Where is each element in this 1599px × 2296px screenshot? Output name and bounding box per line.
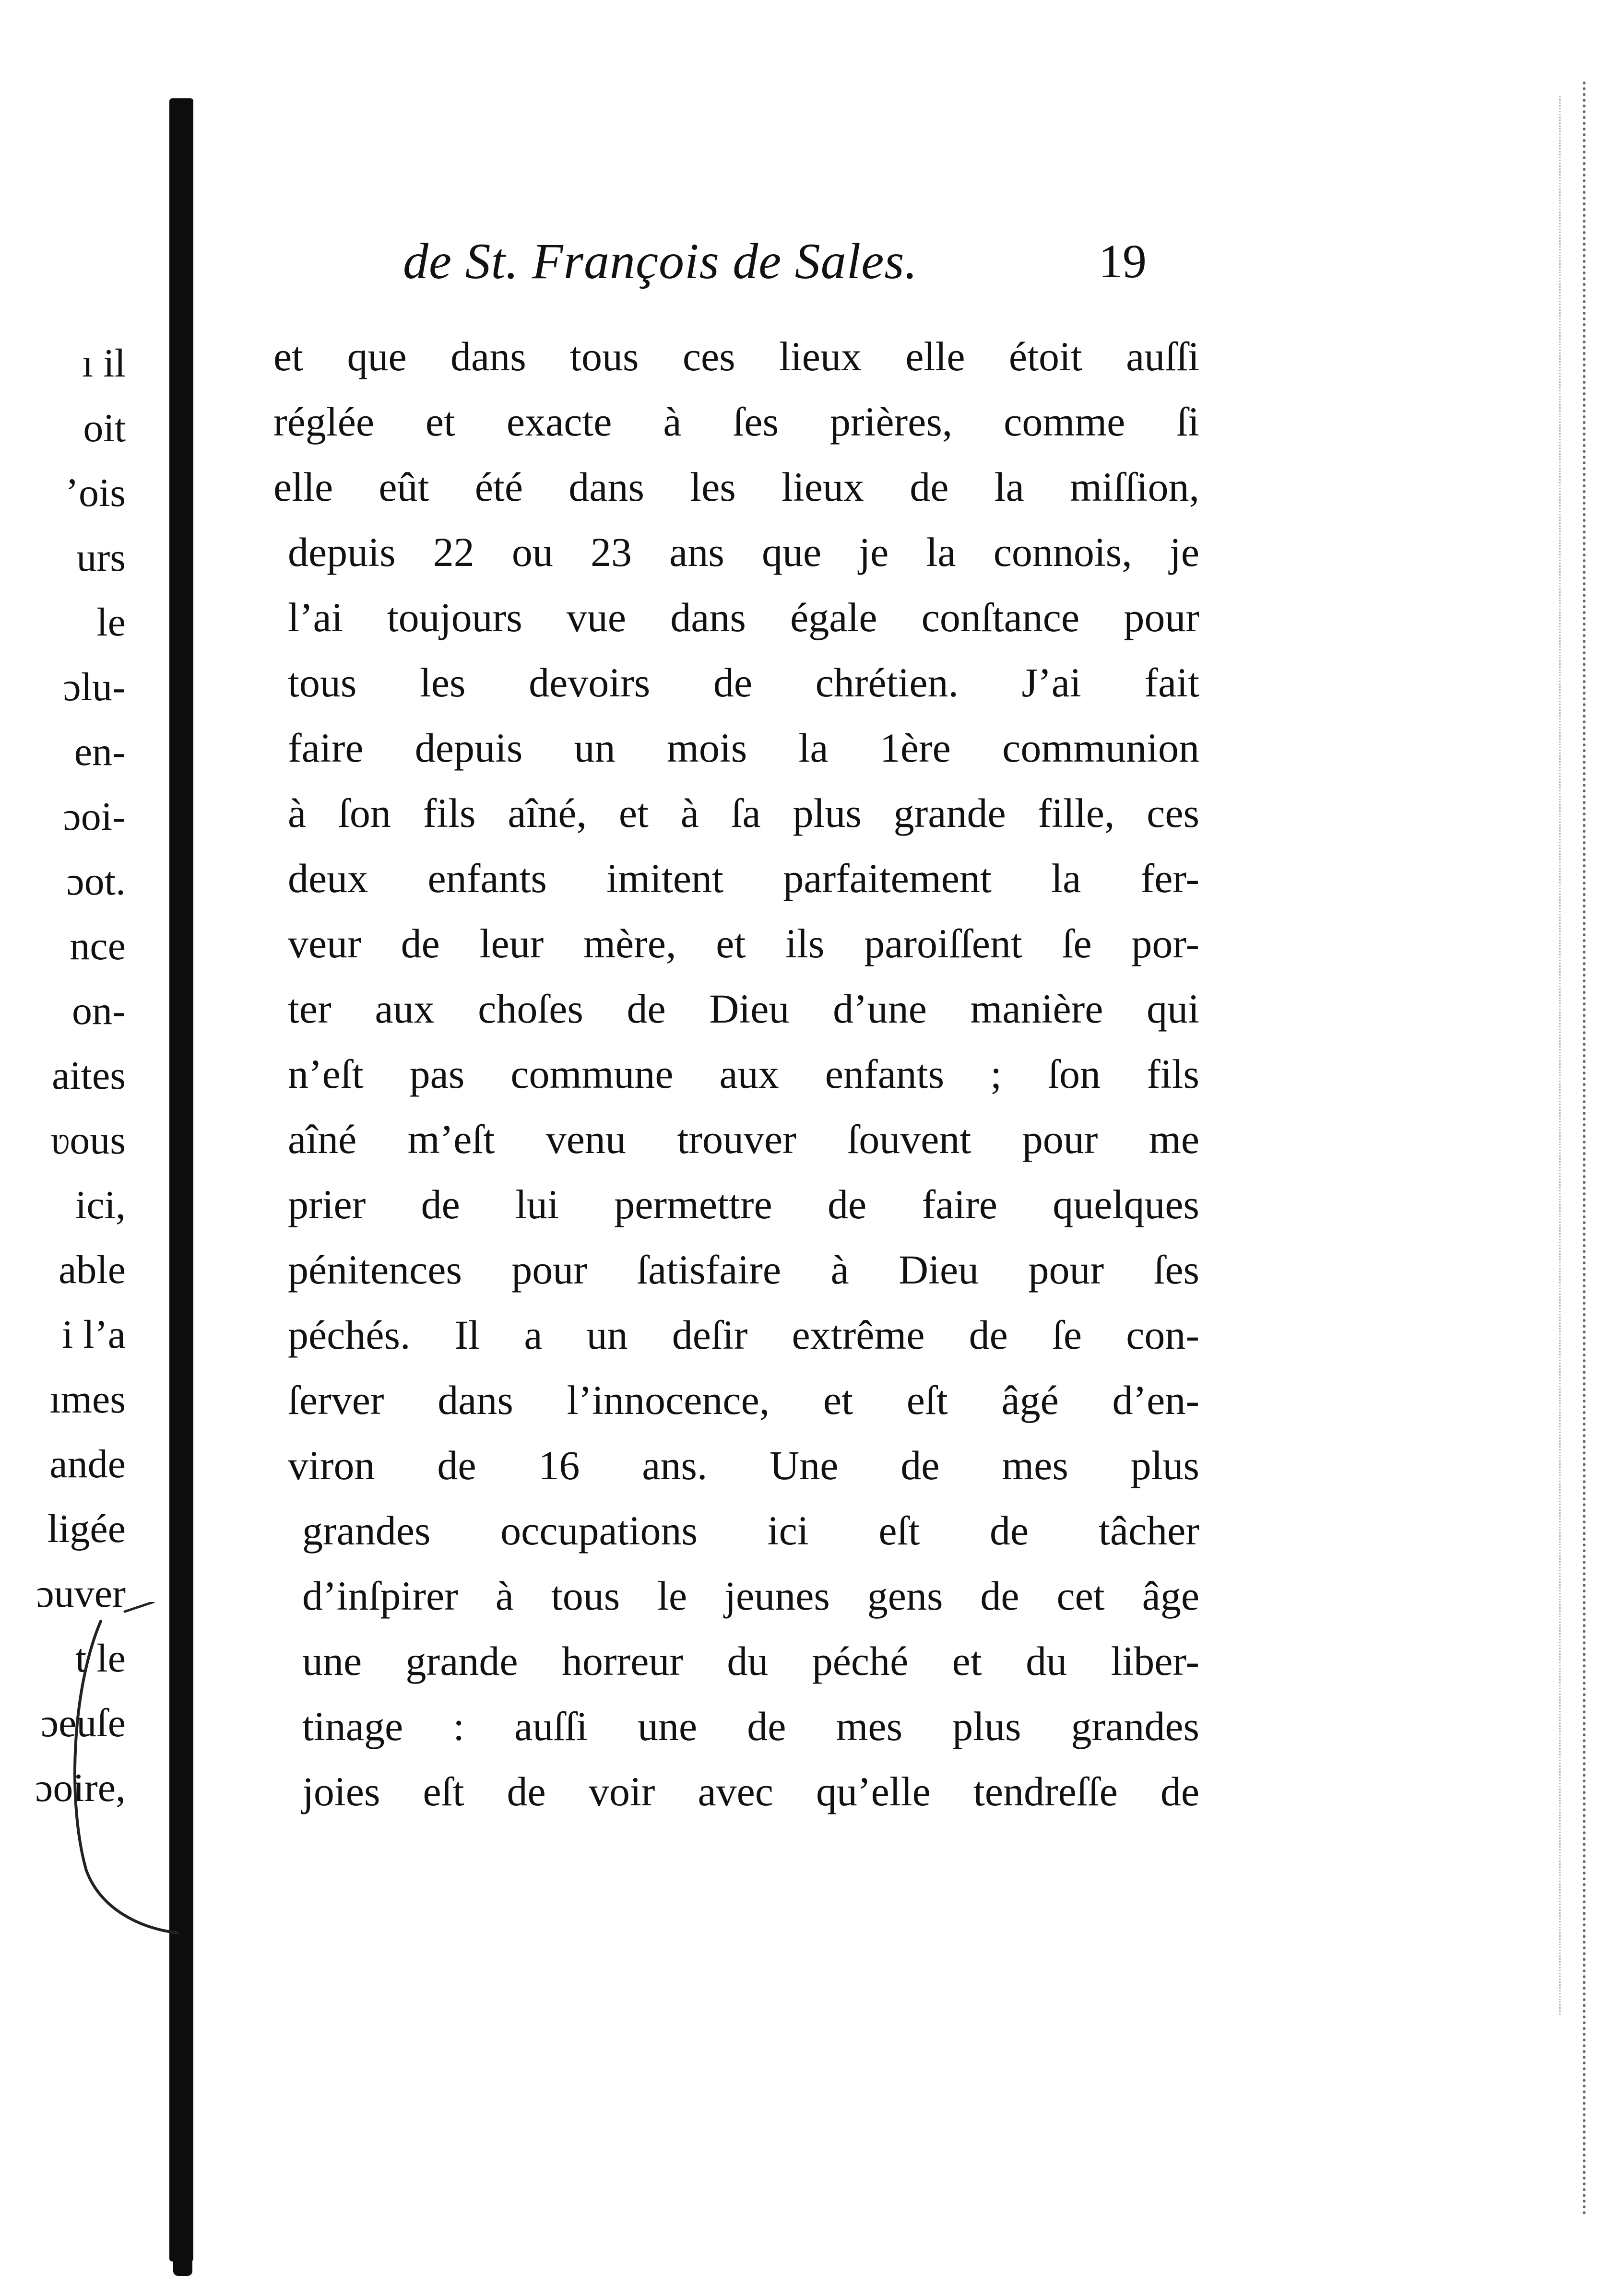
left-fragment: i l’a	[62, 1312, 126, 1357]
text-line: prier de lui permettre de faire quelques	[288, 1181, 1199, 1227]
left-fragment: ɔeuſe	[40, 1701, 126, 1745]
body-text	[273, 324, 1199, 1824]
running-head	[403, 225, 1219, 297]
left-fragment: urs	[76, 535, 126, 580]
text-line: elle eût été dans les lieux de la miſſion,	[273, 464, 1199, 510]
text-line: ter aux choſes de Dieu d’une manière qui	[288, 986, 1199, 1032]
left-fragment: ici,	[75, 1183, 126, 1227]
left-fragment: nce	[70, 924, 126, 968]
text-line: ſerver dans l’innocence, et eſt âgé d’en-	[288, 1377, 1199, 1423]
left-fragment: ɔlu-	[63, 665, 126, 709]
left-fragment: ɔot.	[66, 859, 126, 904]
left-fragment: ımes	[49, 1377, 126, 1422]
text-line: péchés. Il a un deſir extrême de ſe con-	[288, 1312, 1199, 1358]
left-fragment: ɔoi-	[63, 794, 126, 839]
text-line: viron de 16 ans. Une de mes plus	[288, 1442, 1199, 1488]
text-line: une grande horreur du péché et du liber-	[302, 1638, 1199, 1684]
left-fragment: ʼois	[65, 471, 126, 515]
page-number: 19	[1099, 235, 1147, 288]
left-page-fragments	[0, 331, 144, 1820]
text-line: n’eſt pas commune aux enfants ; ſon fils	[288, 1051, 1199, 1097]
text-line: tous les devoirs de chrétien. J’ai fait	[288, 659, 1199, 706]
left-fragment: able	[59, 1248, 126, 1292]
left-fragment: ʋous	[50, 1118, 126, 1163]
text-line: et que dans tous ces lieux elle étoit auſſi	[273, 333, 1199, 379]
right-edge-specks-inner	[1559, 96, 1565, 2014]
left-fragment: on-	[72, 989, 126, 1033]
text-line: tinage : auſſi une de mes plus grandes	[302, 1703, 1199, 1749]
text-line: depuis 22 ou 23 ans que je la connois, je	[288, 529, 1199, 575]
text-line: veur de leur mère, et ils paroiſſent ſe por-	[288, 920, 1199, 966]
text-line: deux enfants imitent parfaitement la fer-	[288, 855, 1199, 901]
left-fragment: ligée	[47, 1507, 126, 1551]
left-fragment: le	[96, 600, 126, 645]
left-fragment: oit	[83, 406, 126, 450]
text-line: pénitences pour ſatisfaire à Dieu pour ſes	[288, 1247, 1199, 1293]
text-line: aîné m’eſt venu trouver ſouvent pour me	[288, 1116, 1199, 1162]
text-line: réglée et exacte à ſes prières, comme ſi	[273, 399, 1199, 445]
text-line: à ſon fils aîné, et à ſa plus grande fille, ces	[288, 790, 1199, 836]
left-fragment: ɔoire,	[35, 1766, 126, 1810]
left-fragment: t le	[75, 1636, 126, 1681]
left-fragment: ɔuver	[36, 1571, 126, 1616]
pencil-curve-mark	[43, 1602, 187, 1938]
text-line: faire depuis un mois la 1ère communion	[288, 725, 1199, 771]
running-head-title: de St. François de Sales.	[403, 233, 918, 289]
text-line: d’inſpirer à tous le jeunes gens de cet âge	[302, 1573, 1199, 1619]
text-line: grandes occupations ici eſt de tâcher	[302, 1507, 1199, 1554]
left-fragment: aites	[52, 1053, 126, 1098]
left-fragment: ande	[49, 1442, 126, 1486]
text-line: l’ai toujours vue dans égale conſtance pour	[288, 594, 1199, 640]
left-fragment: ı il	[82, 341, 126, 386]
right-edge-specks	[1583, 82, 1594, 2216]
left-fragment: en-	[74, 730, 126, 774]
text-line: joies eſt de voir avec qu’elle tendreſſe de	[302, 1768, 1199, 1814]
